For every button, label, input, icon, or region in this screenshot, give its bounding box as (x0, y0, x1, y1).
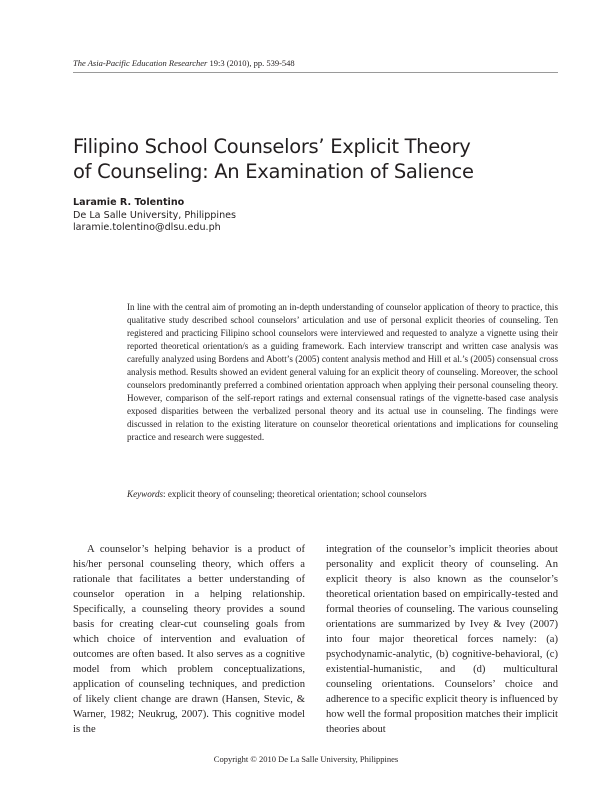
header-rule (73, 72, 558, 73)
author-affiliation: De La Salle University, Philippines (73, 209, 237, 221)
journal-citation: 19:3 (2010), pp. 539-548 (207, 58, 295, 68)
abstract: In line with the central aim of promoting an in-depth understanding of counselor application of theory to practice, this qualitative study described school counselors’ articulation and use of personal explicit theories of counseling. Ten registered and practicing Filipino school counselors were interviewed and requested to analyze a vignette using their reported theoretical orientation/s as a guiding framework. Each interview transcript and written case analysis was carefully analyzed using Bordens and Abott’s (2005) content analysis method and Hill et al.’s (2005) consensual cross analysis method. Results showed an evident general valuing for an explicit theory of counseling. Moreover, the school counselors predominantly preferred a combined orientation approach when applying their personal counseling theory. However, comparison of the self-report ratings and external consensual ratings of the vignette-based case analysis exposed disparities between the verbalized personal theory and its actual use in counseling. The findings were discussed in relation to the existing literature on counselor theoretical orientations and implications for counseling practice and research were suggested. (127, 302, 558, 443)
title-line-2: of Counseling: An Examination of Salience (73, 160, 474, 183)
keywords-label: Keywords (127, 489, 164, 499)
body-column-left: A counselor’s helping behavior is a product of his/her personal counseling theory, which offers a rationale that facilitates a better understanding of counselor operation in a helping relationship. Specifically, a counseling theory provides a sound basis for creating clear-cut counseling goals from which choice of intervention and evaluation of outcomes are often based. It also serves as a cognitive model from which problem conceptualizations, application of counseling techniques, and prediction of likely client change are drawn (Hansen, Stevic, & Warner, 1982; Neukrug, 2007). This cognitive model is the (73, 544, 305, 735)
author-block (73, 197, 373, 235)
author-email: laramie.tolentino@dlsu.edu.ph (73, 222, 221, 233)
copyright-footer: Copyright © 2010 De La Salle University, Philippines (213, 754, 399, 764)
author-name: Laramie R. Tolentino (73, 197, 185, 208)
running-header (73, 58, 558, 68)
keywords-text: : explicit theory of counseling; theoretical orientation; school counselors (163, 489, 427, 499)
keywords (127, 488, 558, 501)
journal-name: The Asia-Pacific Education Researcher (73, 58, 208, 68)
article-title (73, 134, 543, 184)
title-line-1: Filipino School Counselors’ Explicit Theory (73, 135, 471, 158)
body-column-right: integration of the counselor’s implicit theories about personality and explicit theory of counseling. An explicit theory is also known as the counselor’s theoretical orientation based on empirically-tested and formal theories of counseling. The various counseling orientations are summarized by Ivey & Ivey (2007) into four major theoretical forces namely: (a) psychodynamic-analytic, (b) cognitive-behavioral, (c) existential-humanistic, and (d) multicultural counseling orientations. Counselors’ choice and adherence to a specific explicit theory is influenced by how well the formal proposition matches their implicit theories about (326, 544, 558, 735)
